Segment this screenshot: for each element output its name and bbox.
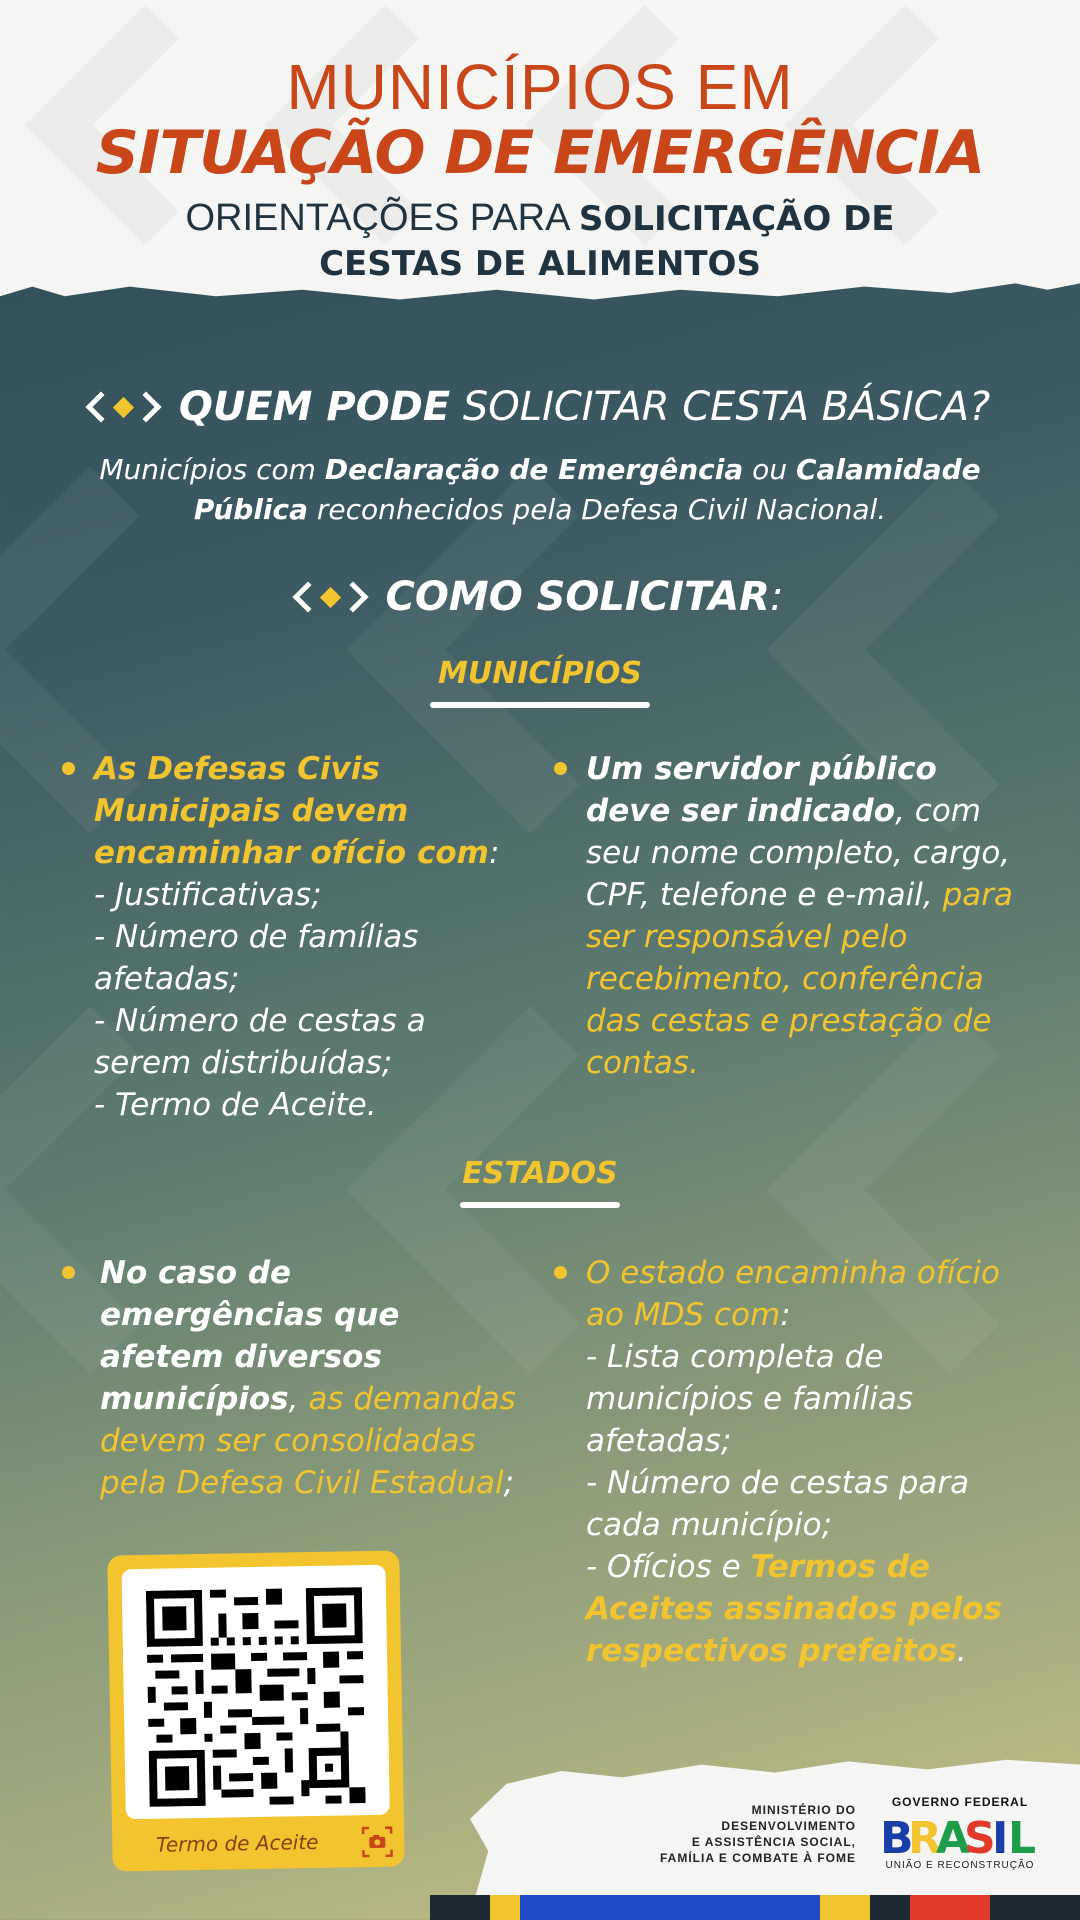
how-heading: COMO SOLICITAR: (0, 574, 1080, 620)
header-subtitle: ORIENTAÇÕES PARA SOLICITAÇÃO DE CESTAS DE ALIMENTOS (185, 197, 895, 284)
qr-code-frame (122, 1565, 390, 1820)
camera-icon (360, 1825, 395, 1860)
diamond-chevron-icon (90, 396, 157, 418)
estados-left-column: No caso de emergências que afetem diversos municípios, as demandas devem ser consolidadas pela Defesa Civil Estadual; (100, 1252, 520, 1504)
flag-color-strip (430, 1895, 1080, 1920)
qr-code-image[interactable] (146, 1587, 366, 1807)
gov-federal-label: GOVERNO FEDERAL (891, 1795, 1029, 1809)
svg-text:R: R (908, 1813, 942, 1857)
svg-text:S: S (964, 1813, 996, 1857)
svg-text:I: I (992, 1813, 1009, 1857)
bullet-dot (62, 1266, 75, 1279)
municipios-underline (430, 702, 650, 708)
bullet-dot (62, 762, 75, 775)
municipios-left-column: As Defesas Civis Municipais devem encaminhar ofício com: - Justificativas; - Número de famílias afetadas; - Número de cestas a serem distribuídas; - Termo de Aceite. (94, 748, 514, 1126)
municipios-right-column: Um servidor público deve ser indicado, com seu nome completo, cargo, CPF, telefone e e-mail, para ser responsável pelo recebimento, conferência das cestas e prestação de contas. (586, 748, 1026, 1084)
municipios-label: MUNICÍPIOS (438, 656, 642, 691)
header-title-line1: MUNICÍPIOS EM (286, 51, 794, 123)
brasil-logo (880, 1813, 1040, 1857)
ministry-name: MINISTÉRIO DO DESENVOLVIMENTO E ASSISTÊNCIA SOCIAL, FAMÍLIA E COMBATE À FOME (660, 1803, 856, 1865)
estados-right-column: O estado encaminha ofício ao MDS com: - Lista completa de municípios e famílias afetadas; - Número de cestas para cada município; - Ofícios e Termos de Aceites assinados pelos respectivos prefeitos. (586, 1252, 1026, 1672)
bullet-dot (554, 762, 567, 775)
bullet-dot (554, 1266, 567, 1279)
qr-caption: Termo de Aceite (155, 1829, 319, 1857)
estados-underline (460, 1202, 620, 1208)
who-text: Municípios com Declaração de Emergência ou Calamidade Pública reconhecidos pela Defesa Civil Nacional. (99, 453, 981, 526)
svg-text:A: A (936, 1813, 971, 1857)
qr-code-card[interactable] (107, 1550, 404, 1871)
gov-slogan: UNIÃO E RECONSTRUÇÃO (885, 1860, 1035, 1871)
svg-text:B: B (880, 1813, 914, 1857)
diamond-chevron-icon (297, 586, 364, 608)
svg-text:L: L (1008, 1813, 1037, 1857)
who-heading: QUEM PODE SOLICITAR CESTA BÁSICA? (0, 384, 1080, 430)
header-title-line2: SITUAÇÃO DE EMERGÊNCIA (95, 118, 985, 188)
estados-label: ESTADOS (462, 1156, 618, 1191)
